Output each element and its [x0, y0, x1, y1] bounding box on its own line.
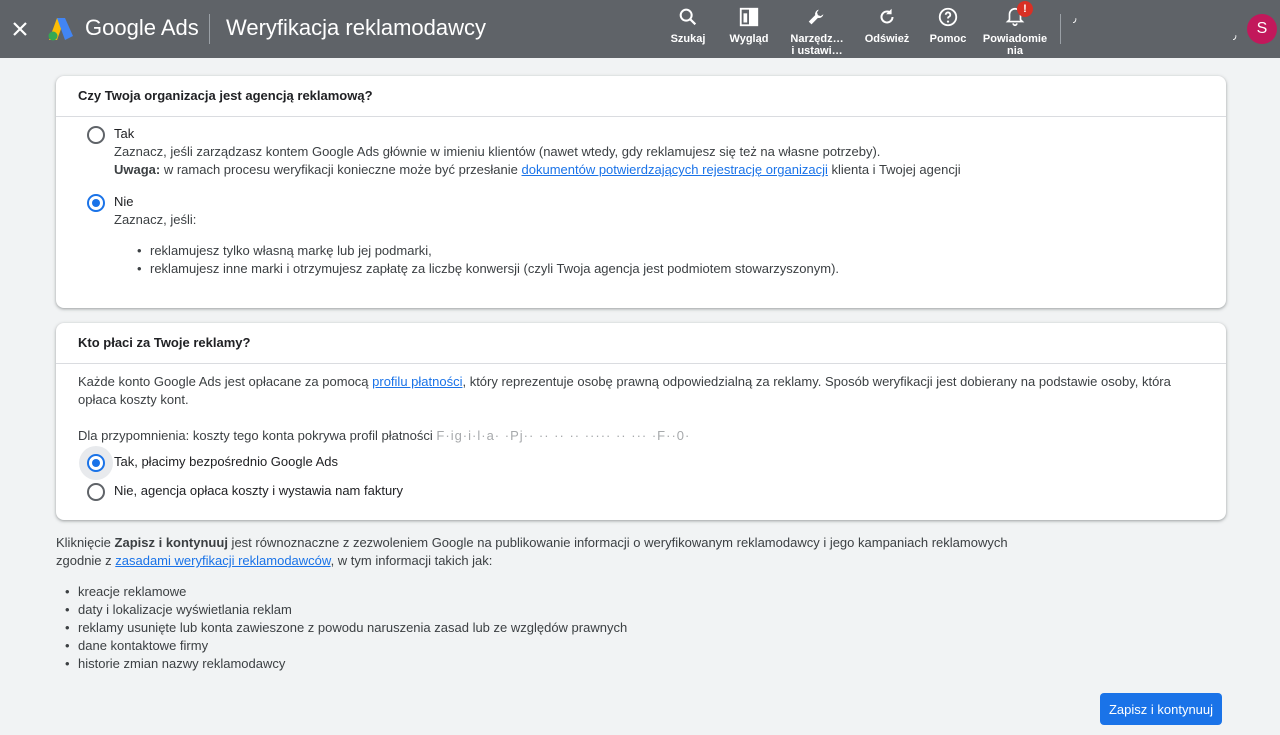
agency-no-radio[interactable]	[87, 194, 105, 212]
wrench-icon	[806, 6, 828, 28]
brand-name: Google Ads	[85, 15, 199, 40]
pay-agency-radio[interactable]	[87, 483, 105, 501]
appearance-label: Wygląd	[729, 33, 769, 45]
notification-badge: !	[1017, 1, 1033, 17]
header-divider	[209, 14, 210, 44]
list-item: • reklamujesz inne marki i otrzymujesz zapłatę za liczbę konwersji (czyli Twoja agencja jest podmiotem stowarzyszonym).	[150, 260, 839, 278]
consent2-post: , w tym informacji takich jak:	[330, 553, 493, 568]
payer-question-title: Kto płaci za Twoje reklamy?	[56, 323, 1226, 364]
help-icon	[937, 6, 959, 28]
agency-no-label: Nie	[114, 194, 134, 209]
top-app-bar	[0, 0, 1280, 58]
payer-description-post: , który reprezentuje osobę prawną odpowiedzialną za reklamy. Sposób weryfikacji jest dobierany na podstawie osoby, która	[462, 374, 1171, 389]
note-text-pre: w ramach procesu weryfikacji konieczne może być przesłanie	[160, 162, 522, 177]
payer-description	[78, 373, 1171, 391]
search-label: Szukaj	[670, 33, 706, 45]
appearance-icon	[738, 6, 760, 28]
close-icon[interactable]	[8, 17, 32, 41]
tools-settings-button[interactable]	[790, 6, 844, 57]
agency-question-title: Czy Twoja organizacja jest agencją reklamową?	[56, 76, 1226, 117]
consent-text-line2	[56, 552, 492, 570]
account-separator-mark: ٫	[1073, 13, 1077, 25]
tools-label-line1: Narzędz…	[790, 33, 844, 45]
reminder-text: Dla przypomnienia: koszty tego konta pokrywa profil płatności	[78, 428, 433, 443]
agency-yes-note	[114, 161, 961, 179]
list-item: • reklamy usunięte lub konta zawieszone z powodu naruszenia zasad lub ze względów prawnych	[78, 619, 627, 637]
list-item: • dane kontaktowe firmy	[78, 637, 208, 655]
help-label: Pomoc	[929, 33, 967, 45]
note-label: Uwaga:	[114, 162, 161, 177]
refresh-label: Odśwież	[864, 33, 910, 45]
page-title: Weryfikacja reklamodawcy	[226, 15, 487, 40]
registration-documents-link[interactable]: dokumentów potwierdzających rejestrację organizacji	[521, 162, 828, 177]
list-item: • reklamujesz tylko własną markę lub jej podmarki,	[150, 242, 432, 260]
tools-label-line2: i ustawi…	[791, 45, 843, 57]
pay-direct-label: Tak, płacimy bezpośrednio Google Ads	[114, 454, 339, 469]
verification-policy-link[interactable]: zasadami weryfikacji reklamodawców	[115, 553, 331, 568]
consent2-pre: zgodnie z	[56, 553, 116, 568]
note-text-post: klienta i Twojej agencji	[827, 162, 961, 177]
agency-yes-description: Zaznacz, jeśli zarządzasz kontem Google Ads głównie w imieniu klientów (nawet wtedy, gdy reklamujesz się też na własne potrzeby).	[114, 144, 881, 159]
payer-description-line2: opłaca koszty kont.	[78, 392, 189, 407]
list-item: • kreacje reklamowe	[78, 583, 186, 601]
google-ads-logo	[46, 14, 76, 44]
save-and-continue-button[interactable]: Zapisz i kontynuuj	[1100, 693, 1222, 725]
payment-profile-link[interactable]: profilu płatności	[372, 374, 463, 389]
notifications-label-line1: Powiadomie	[982, 33, 1048, 45]
search-icon	[677, 6, 699, 28]
notifications-button[interactable]	[982, 3, 1048, 57]
refresh-icon	[876, 6, 898, 28]
agency-yes-radio[interactable]	[87, 126, 105, 144]
appearance-button[interactable]	[728, 6, 770, 45]
help-button[interactable]	[929, 6, 967, 45]
consent-post: jest równoznaczne z zezwoleniem Google na publikowanie informacji o weryfikowanym reklamodawcy i jego kampaniach reklamowych	[227, 535, 1008, 550]
notifications-label-line2: nia	[1007, 45, 1023, 57]
search-button[interactable]	[670, 6, 706, 45]
consent-text-line1	[56, 534, 1008, 552]
payer-question-card	[56, 323, 1226, 520]
pay-agency-label: Nie, agencja opłaca koszty i wystawia nam faktury	[114, 483, 404, 498]
redacted-profile-name: F·ig·i·l·a· ·Pj·· ·· ·· ·· ····· ·· ··· ·F··0·	[436, 428, 691, 443]
consent-pre: Kliknięcie	[56, 535, 115, 550]
payer-description-pre: Każde konto Google Ads jest opłacane za pomocą	[78, 374, 373, 389]
list-item: • daty i lokalizacje wyświetlania reklam	[78, 601, 292, 619]
account-separator-mark-2: ٫	[1233, 30, 1237, 42]
consent-bold: Zapisz i kontynuuj	[114, 535, 228, 550]
agency-yes-label: Tak	[114, 126, 135, 141]
list-item: • historie zmian nazwy reklamodawcy	[78, 655, 285, 673]
agency-question-card	[56, 76, 1226, 308]
header-divider-right	[1060, 14, 1061, 44]
agency-no-description: Zaznacz, jeśli:	[114, 212, 197, 227]
pay-direct-radio[interactable]	[87, 454, 105, 472]
payment-profile-reminder	[78, 427, 690, 445]
refresh-button[interactable]	[864, 6, 910, 45]
avatar[interactable]: S	[1247, 14, 1277, 44]
